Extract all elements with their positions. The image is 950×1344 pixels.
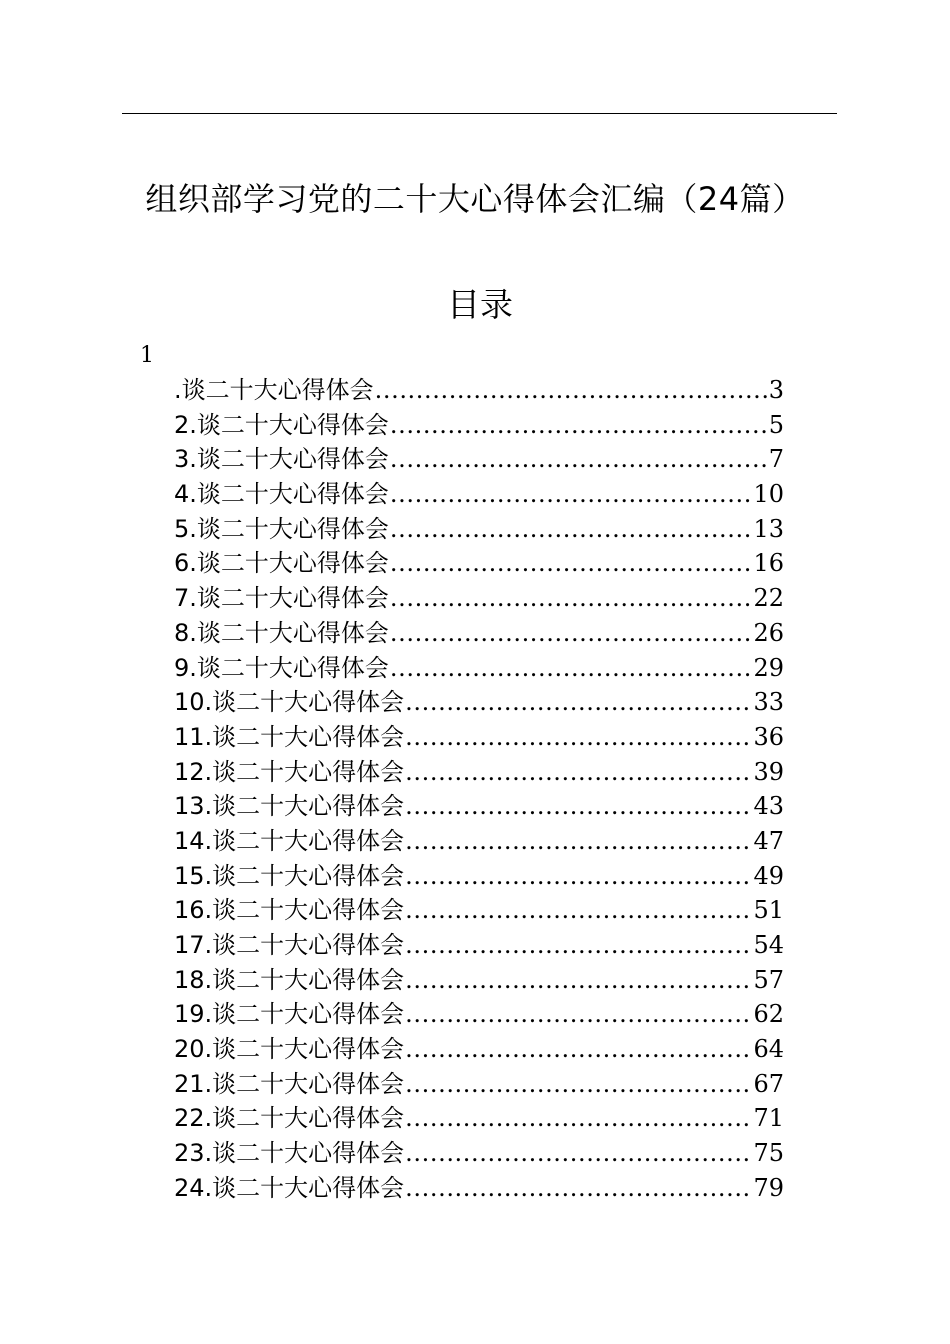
toc-dot-leader	[404, 755, 753, 790]
toc-entry-title[interactable]: 24.谈二十大心得体会	[174, 1173, 405, 1202]
toc-page-number[interactable]: 71	[753, 1104, 784, 1133]
toc-entry-title[interactable]: 4.谈二十大心得体会	[174, 480, 389, 509]
toc-dot-leader	[404, 997, 753, 1032]
toc-entry-title[interactable]: 15.谈二十大心得体会	[174, 861, 405, 890]
toc-entry[interactable]	[174, 408, 784, 443]
toc-page-number[interactable]: 13	[753, 514, 784, 543]
header-rule	[122, 113, 837, 114]
toc-entry-title[interactable]: 23.谈二十大心得体会	[174, 1139, 405, 1168]
toc-page-number[interactable]: 22	[753, 584, 784, 613]
toc-dot-leader	[404, 963, 753, 998]
toc-page-number[interactable]: 29	[753, 653, 784, 682]
toc-entry[interactable]	[174, 373, 784, 408]
toc-entry-title[interactable]: 20.谈二十大心得体会	[174, 1035, 405, 1064]
toc-dot-leader	[404, 720, 753, 755]
toc-page-number[interactable]: 26	[753, 618, 784, 647]
toc-page-number[interactable]: 62	[753, 1000, 784, 1029]
toc-entry[interactable]	[174, 651, 784, 686]
toc-entry-title[interactable]: 14.谈二十大心得体会	[174, 826, 405, 855]
toc-dot-leader	[404, 859, 753, 894]
toc-dot-leader	[404, 1067, 753, 1102]
toc-page-number[interactable]: 79	[753, 1173, 784, 1202]
toc-entry[interactable]	[174, 893, 784, 928]
toc-entry-title[interactable]: 3.谈二十大心得体会	[174, 445, 389, 474]
toc-dot-leader	[404, 1136, 753, 1171]
toc-page-number[interactable]: 16	[753, 549, 784, 578]
toc-page-number[interactable]: 75	[753, 1139, 784, 1168]
toc-entry[interactable]	[174, 997, 784, 1032]
toc-entry-title[interactable]: .谈二十大心得体会	[174, 376, 374, 404]
document-title: 组织部学习党的二十大心得体会汇编（24篇）	[145, 180, 805, 218]
toc-page-number[interactable]: 10	[753, 480, 784, 509]
toc-dot-leader	[404, 893, 753, 928]
toc-dot-leader	[404, 824, 753, 859]
toc-entry[interactable]	[174, 963, 784, 998]
toc-entry-title[interactable]: 12.谈二十大心得体会	[174, 757, 405, 786]
toc-entry-title[interactable]: 7.谈二十大心得体会	[174, 584, 389, 613]
toc-entry[interactable]	[174, 512, 784, 547]
toc-entry[interactable]	[174, 442, 784, 477]
toc-page-number[interactable]: 51	[753, 896, 784, 925]
toc-entry-title[interactable]: 13.谈二十大心得体会	[174, 792, 405, 821]
toc-entry-title[interactable]: 18.谈二十大心得体会	[174, 965, 405, 994]
toc-page-number[interactable]: 64	[753, 1035, 784, 1064]
toc-heading: 目录	[447, 285, 513, 324]
toc-page-number[interactable]: 67	[753, 1069, 784, 1098]
toc-dot-leader	[389, 442, 769, 477]
toc-dot-leader	[389, 546, 754, 581]
toc-entry-title[interactable]: 21.谈二十大心得体会	[174, 1069, 405, 1098]
toc-dot-leader	[389, 651, 754, 686]
toc-dot-leader	[374, 373, 769, 408]
toc-dot-leader	[404, 1032, 753, 1067]
toc-page-number[interactable]: 7	[768, 445, 784, 474]
toc-dot-leader	[404, 1101, 753, 1136]
toc-item-number-1: 1	[140, 343, 154, 368]
toc-entry[interactable]	[174, 1136, 784, 1171]
toc-entry-title[interactable]: 16.谈二十大心得体会	[174, 896, 405, 925]
toc-dot-leader	[389, 408, 769, 443]
toc-entry-title[interactable]: 9.谈二十大心得体会	[174, 653, 389, 682]
toc-page-number[interactable]: 33	[753, 688, 784, 717]
toc-entry[interactable]	[174, 928, 784, 963]
toc-entry-title[interactable]: 22.谈二十大心得体会	[174, 1104, 405, 1133]
toc-entry-title[interactable]: 11.谈二十大心得体会	[174, 722, 405, 751]
toc-entry-title[interactable]: 2.谈二十大心得体会	[174, 410, 389, 439]
toc-dot-leader	[404, 685, 753, 720]
toc-page-number[interactable]: 3	[768, 376, 784, 404]
toc-entry[interactable]	[174, 546, 784, 581]
toc-page-number[interactable]: 39	[753, 757, 784, 786]
toc-entry[interactable]	[174, 477, 784, 512]
toc-entry[interactable]	[174, 1032, 784, 1067]
toc-dot-leader	[389, 581, 754, 616]
toc-entry[interactable]	[174, 720, 784, 755]
toc-dot-leader	[389, 477, 754, 512]
toc-entry-title[interactable]: 10.谈二十大心得体会	[174, 688, 405, 717]
toc-entry-title[interactable]: 6.谈二十大心得体会	[174, 549, 389, 578]
toc-entry[interactable]	[174, 1101, 784, 1136]
toc-entry[interactable]	[174, 859, 784, 894]
toc-entry[interactable]	[174, 789, 784, 824]
toc-page-number[interactable]: 5	[768, 410, 784, 439]
toc-dot-leader	[404, 1171, 753, 1206]
toc-dot-leader	[404, 789, 753, 824]
toc-entry-title[interactable]: 19.谈二十大心得体会	[174, 1000, 405, 1029]
toc-entry[interactable]	[174, 1067, 784, 1102]
toc-entry-title[interactable]: 5.谈二十大心得体会	[174, 514, 389, 543]
toc-entry-title[interactable]: 17.谈二十大心得体会	[174, 931, 405, 959]
toc-page-number[interactable]: 43	[753, 792, 784, 821]
toc-page-number[interactable]: 36	[753, 722, 784, 751]
toc-page-number[interactable]: 54	[753, 931, 784, 959]
toc-entry[interactable]	[174, 1171, 784, 1206]
toc-entry[interactable]	[174, 616, 784, 651]
toc-dot-leader	[404, 928, 753, 963]
toc-page-number[interactable]: 49	[753, 861, 784, 890]
toc-entry[interactable]	[174, 755, 784, 790]
toc-dot-leader	[389, 512, 754, 547]
toc-entry[interactable]	[174, 581, 784, 616]
toc-page-number[interactable]: 47	[753, 826, 784, 855]
toc-entry[interactable]	[174, 824, 784, 859]
table-of-contents	[174, 373, 784, 1206]
toc-dot-leader	[389, 616, 754, 651]
toc-entry-title[interactable]: 8.谈二十大心得体会	[174, 618, 389, 647]
toc-page-number[interactable]: 57	[753, 965, 784, 994]
toc-entry[interactable]	[174, 685, 784, 720]
